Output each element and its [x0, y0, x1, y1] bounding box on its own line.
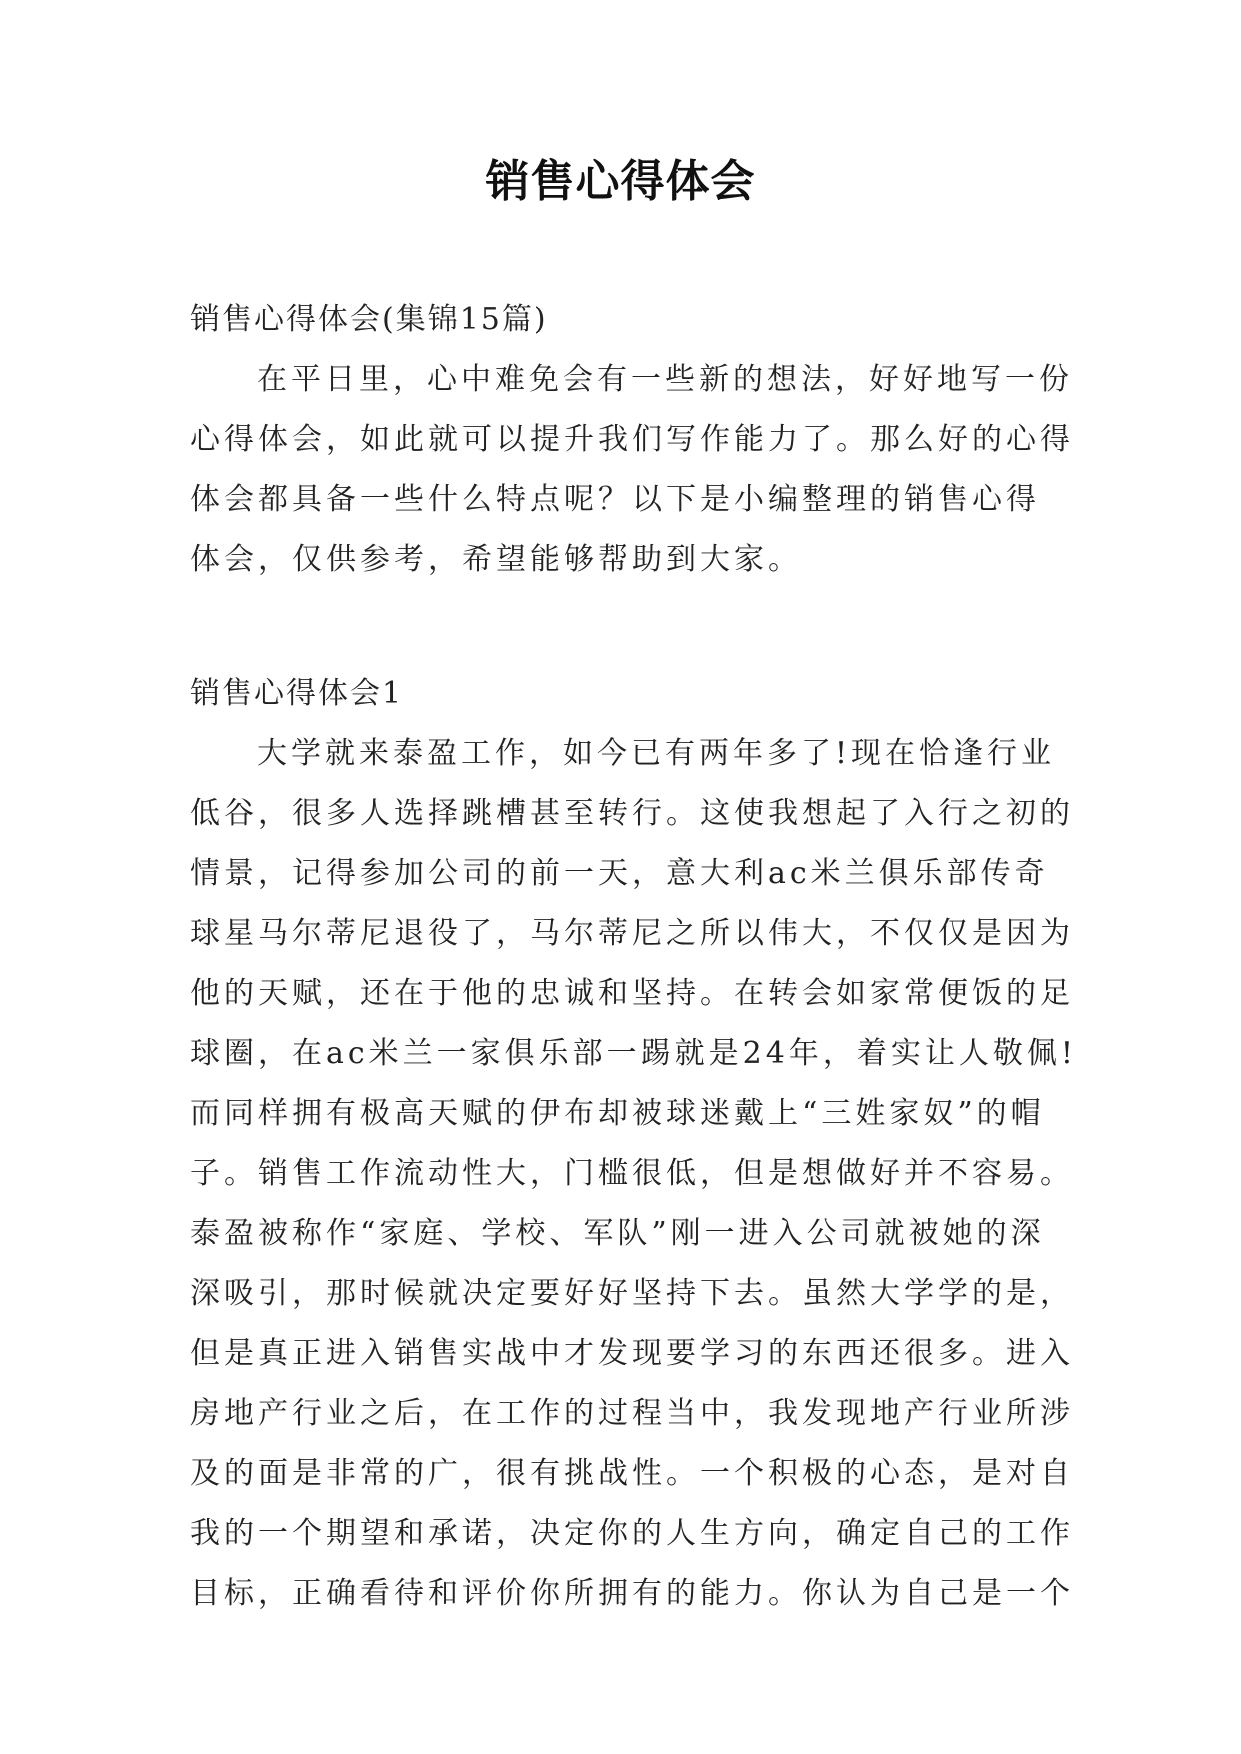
- paragraph-line: 情景，记得参加公司的前一天，意大利ac米兰俱乐部传奇: [190, 856, 1049, 891]
- paragraph-line: 但是真正进入销售实战中才发现要学习的东西还很多。进入: [190, 1336, 1074, 1371]
- paragraph-line: 球圈，在ac米兰一家俱乐部一踢就是24年，着实让人敬佩!: [190, 1036, 1077, 1071]
- paragraph-line: 体会，仅供参考，希望能够帮助到大家。: [190, 542, 802, 577]
- paragraph-line: 而同样拥有极高天赋的伊布却被球迷戴上“三姓家奴”的帽: [190, 1096, 1045, 1131]
- paragraph-line: 他的天赋，还在于他的忠诚和坚持。在转会如家常便饭的足: [190, 976, 1074, 1011]
- section-spacer: [190, 590, 1070, 664]
- intro-paragraph: [190, 350, 1074, 590]
- paragraph-line: 大学就来泰盈工作，如今已有两年多了!现在恰逢行业: [257, 736, 1056, 771]
- page-title: 销售心得体会: [485, 156, 756, 207]
- paragraph-line: 泰盈被称作“家庭、学校、军队”刚一进入公司就被她的深: [190, 1216, 1045, 1251]
- paragraph-line: 在平日里，心中难免会有一些新的想法，好好地写一份: [257, 362, 1073, 397]
- paragraph-line: 球星马尔蒂尼退役了，马尔蒂尼之所以伟大，不仅仅是因为: [190, 916, 1074, 951]
- paragraph-line: 低谷，很多人选择跳槽甚至转行。这使我想起了入行之初的: [190, 796, 1074, 831]
- paragraph-line: 深吸引，那时候就决定要好好坚持下去。虽然大学学的是，: [190, 1276, 1074, 1311]
- section-paragraph: [190, 724, 1077, 1624]
- paragraph-line: 子。销售工作流动性大，门槛很低，但是想做好并不容易。: [190, 1156, 1074, 1191]
- paragraph-line: 我的一个期望和承诺，决定你的人生方向，确定自己的工作: [190, 1516, 1074, 1551]
- paragraph-line: 心得体会，如此就可以提升我们写作能力了。那么好的心得: [190, 422, 1074, 457]
- paragraph-line: 目标，正确看待和评价你所拥有的能力。你认为自己是一个: [190, 1576, 1074, 1611]
- section-heading: 销售心得体会1: [190, 676, 404, 711]
- document-body: [190, 290, 1077, 1624]
- paragraph-line: 体会都具备一些什么特点呢？以下是小编整理的销售心得: [190, 482, 1040, 517]
- paragraph-line: 房地产行业之后，在工作的过程当中，我发现地产行业所涉: [190, 1396, 1074, 1431]
- paragraph-line: 及的面是非常的广，很有挑战性。一个积极的心态，是对自: [190, 1456, 1074, 1491]
- intro-heading: 销售心得体会(集锦15篇): [190, 302, 548, 337]
